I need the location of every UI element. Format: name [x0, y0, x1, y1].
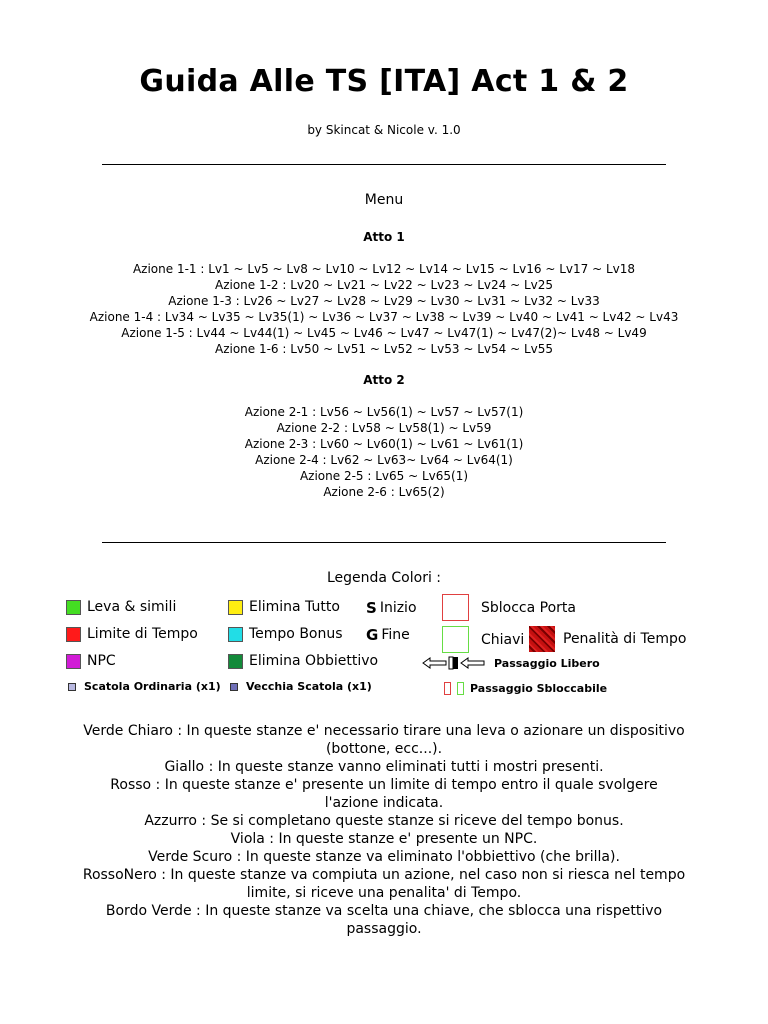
list-item[interactable]: Azione 1-4 : Lv34 ~ Lv35 ~ Lv35(1) ~ Lv36 ~ Lv37 ~ Lv38 ~ Lv39 ~ Lv40 ~ Lv41 ~ Lv42 ~ Lv43 — [89, 310, 679, 324]
legend-item-inizio: S Inizio — [366, 599, 417, 617]
list-item[interactable]: Azione 2-3 : Lv60 ~ Lv60(1) ~ Lv61 ~ Lv61(1) — [244, 437, 524, 451]
divider-bottom — [102, 542, 666, 543]
start-letter-icon: S — [366, 599, 377, 617]
purple-swatch — [66, 654, 81, 669]
description-line: Rosso : In queste stanze e' presente un limite di tempo entro il quale svolgere — [110, 777, 658, 793]
list-item[interactable]: Azione 1-5 : Lv44 ~ Lv44(1) ~ Lv45 ~ Lv46 ~ Lv47 ~ Lv47(1) ~ Lv47(2)~ Lv48 ~ Lv49 — [121, 326, 647, 340]
legend-heading: Legenda Colori : — [326, 570, 442, 586]
door-outline-icon — [442, 594, 469, 621]
penalty-texture-icon — [529, 626, 555, 652]
legend-item-npc: NPC — [66, 653, 116, 669]
legend-descriptions — [40, 722, 728, 938]
atto1-list — [0, 261, 768, 357]
legend-item-chiavi: Chiavi — [442, 626, 524, 653]
list-item[interactable]: Azione 2-1 : Lv56 ~ Lv56(1) ~ Lv57 ~ Lv57(1) — [244, 405, 524, 419]
dark-green-swatch — [228, 654, 243, 669]
legend-item-vecchia-scatola: Vecchia Scatola (x1) — [230, 680, 372, 693]
list-item[interactable]: Azione 2-6 : Lv65(2) — [323, 485, 445, 499]
atto2-list — [0, 404, 768, 500]
description-line: RossoNero : In queste stanze va compiuta un azione, nel caso non si riesca nel tempo — [82, 867, 686, 883]
list-item[interactable]: Azione 2-4 : Lv62 ~ Lv63~ Lv64 ~ Lv64(1) — [255, 453, 513, 467]
legend-item-fine: G Fine — [366, 626, 410, 644]
box-icon — [68, 683, 76, 691]
old-box-icon — [230, 683, 238, 691]
green-swatch — [66, 600, 81, 615]
description-line: passaggio. — [346, 921, 422, 937]
legend-item-tempo-bonus: Tempo Bonus — [228, 626, 343, 642]
green-door-icon — [457, 682, 464, 695]
atto2-heading: Atto 2 — [363, 373, 405, 387]
color-legend — [62, 594, 722, 704]
legend-item-leva: Leva & simili — [66, 599, 176, 615]
red-swatch — [66, 627, 81, 642]
legend-item-sblocca-porta: Sblocca Porta — [442, 594, 576, 621]
legend-item-scatola-ordinaria: Scatola Ordinaria (x1) — [68, 680, 221, 693]
description-line: Viola : In queste stanze e' presente un NPC. — [230, 831, 538, 847]
legend-item-limite: Limite di Tempo — [66, 626, 198, 642]
divider-top — [102, 164, 666, 165]
legend-item-elimina-tutto: Elimina Tutto — [228, 599, 340, 615]
byline: by Skincat & Nicole v. 1.0 — [307, 123, 461, 137]
atto1-heading: Atto 1 — [363, 230, 405, 244]
list-item[interactable]: Azione 1-3 : Lv26 ~ Lv27 ~ Lv28 ~ Lv29 ~ Lv30 ~ Lv31 ~ Lv32 ~ Lv33 — [168, 294, 600, 308]
legend-item-passaggio-sbloccabile: Passaggio Sbloccabile — [444, 682, 607, 695]
description-line: Azzurro : Se si completano queste stanze si riceve del tempo bonus. — [144, 813, 624, 829]
legend-item-penalita: Penalità di Tempo — [529, 626, 686, 652]
list-item[interactable]: Azione 1-1 : Lv1 ~ Lv5 ~ Lv8 ~ Lv10 ~ Lv12 ~ Lv14 ~ Lv15 ~ Lv16 ~ Lv17 ~ Lv18 — [132, 262, 636, 276]
list-item[interactable]: Azione 1-2 : Lv20 ~ Lv21 ~ Lv22 ~ Lv23 ~ Lv24 ~ Lv25 — [214, 278, 553, 292]
menu-heading: Menu — [364, 192, 404, 208]
description-line: Giallo : In queste stanze vanno eliminati tutti i mostri presenti. — [164, 759, 604, 775]
yellow-swatch — [228, 600, 243, 615]
list-item[interactable]: Azione 2-5 : Lv65 ~ Lv65(1) — [299, 469, 469, 483]
list-item[interactable]: Azione 2-2 : Lv58 ~ Lv58(1) ~ Lv59 — [276, 421, 492, 435]
description-line: Verde Chiaro : In queste stanze e' necessario tirare una leva o azionare un dispositivo — [83, 723, 685, 739]
legend-item-passaggio-libero: Passaggio Libero — [422, 656, 600, 670]
page-title: Guida Alle TS [ITA] Act 1 & 2 — [139, 64, 629, 99]
cyan-swatch — [228, 627, 243, 642]
description-line: limite, si riceve una penalita' di Tempo. — [246, 885, 522, 901]
red-door-icon — [444, 682, 451, 695]
goal-letter-icon: G — [366, 626, 379, 644]
description-line: (bottone, ecc...). — [325, 741, 443, 757]
description-line: Bordo Verde : In queste stanze va scelta una chiave, che sblocca una rispettivo — [105, 903, 663, 919]
legend-item-elimina-obbiettivo: Elimina Obbiettivo — [228, 653, 378, 669]
description-line: Verde Scuro : In queste stanze va eliminato l'obbiettivo (che brilla). — [148, 849, 620, 865]
description-line: l'azione indicata. — [324, 795, 444, 811]
free-passage-arrows-icon — [422, 656, 488, 670]
list-item[interactable]: Azione 1-6 : Lv50 ~ Lv51 ~ Lv52 ~ Lv53 ~ Lv54 ~ Lv55 — [214, 342, 553, 356]
key-outline-icon — [442, 626, 469, 653]
